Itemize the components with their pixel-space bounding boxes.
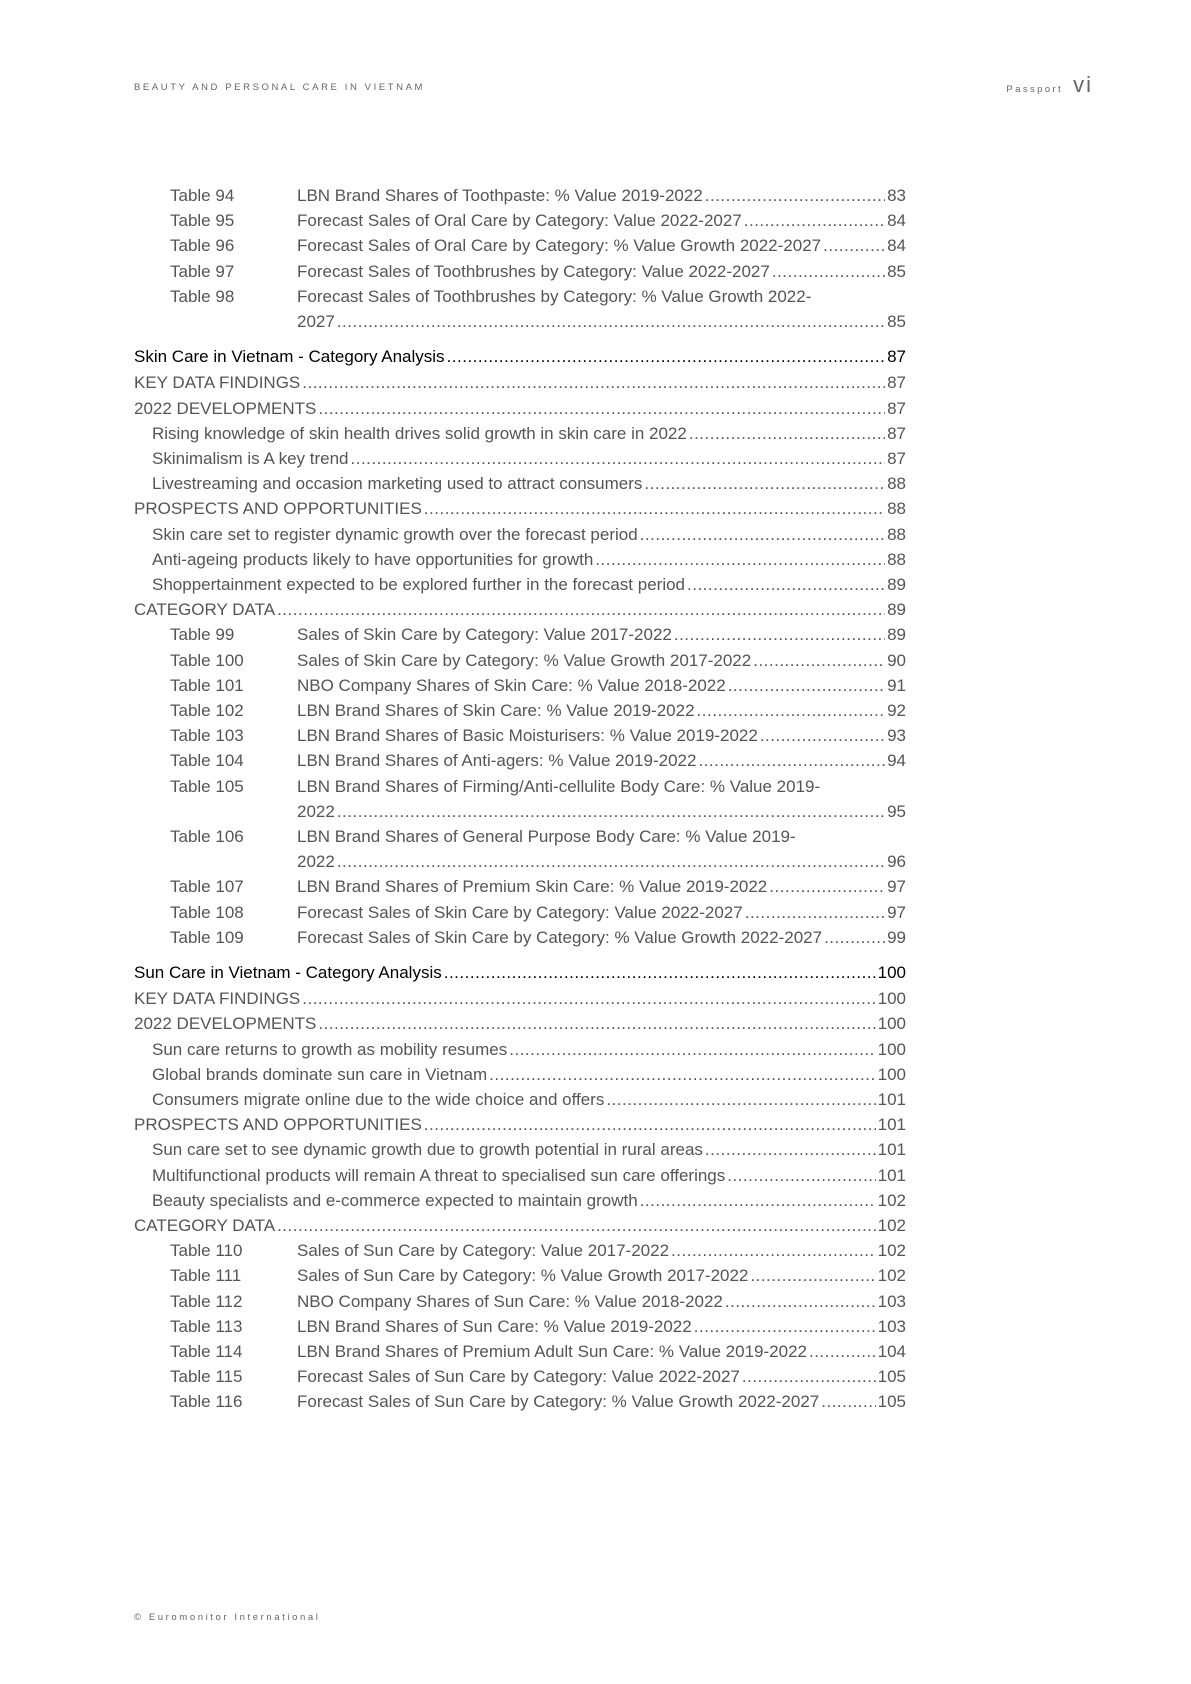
toc-entry-topic[interactable] [152, 474, 906, 494]
dot-leader [640, 525, 885, 545]
page-ref: 85 [887, 261, 906, 281]
toc-entry-table[interactable] [297, 877, 906, 897]
passport-label: Passport [1006, 84, 1064, 95]
page-ref: 105 [877, 1392, 906, 1412]
table-label: Table 102 [170, 701, 244, 720]
toc-entry-subsection[interactable] [134, 1216, 906, 1236]
toc-entry-title: Anti-ageing products likely to have opportunities for growth [152, 549, 594, 569]
toc-entry-subsection[interactable] [134, 373, 906, 393]
toc-entry-title: Sun care set to see dynamic growth due to growth potential in rural areas [152, 1140, 703, 1160]
page-ref: 83 [887, 186, 906, 205]
toc-entry-topic[interactable] [152, 1140, 906, 1160]
toc-entry-table[interactable] [297, 1367, 906, 1387]
toc-entry-title: Multifunctional products will remain A threat to specialised sun care offerings [152, 1165, 726, 1185]
page-ref: 102 [877, 1241, 906, 1261]
toc-entry-title: Sales of Sun Care by Category: % Value Growth 2017-2022 [297, 1266, 749, 1286]
toc-entry-title: LBN Brand Shares of Premium Adult Sun Care: % Value 2019-2022 [297, 1342, 807, 1361]
toc-entry-topic[interactable] [152, 1090, 906, 1110]
toc-entry-subsection[interactable] [134, 1115, 906, 1135]
page-ref: 100 [877, 989, 906, 1009]
page-ref: 87 [887, 423, 906, 443]
toc-entry-title: Skin care set to register dynamic growth over the forecast period [152, 524, 638, 544]
toc-entry-title: Sales of Sun Care by Category: Value 2017-2022 [297, 1241, 670, 1261]
toc-entry-subsection[interactable] [134, 399, 906, 419]
table-label: Table 110 [170, 1241, 243, 1261]
toc-entry-table[interactable] [297, 802, 906, 822]
toc-entry-table[interactable] [297, 751, 906, 771]
toc-entry-title: Rising knowledge of skin health drives solid growth in skin care in 2022 [152, 423, 687, 443]
toc-entry-title: Forecast Sales of Oral Care by Category: % Value Growth 2022-2027 [297, 236, 822, 256]
toc-entry-table[interactable] [297, 236, 906, 256]
toc-entry-title: 2027 [297, 312, 335, 331]
toc-entry-title: Sun care returns to growth as mobility resumes [152, 1039, 508, 1059]
dot-leader [824, 928, 885, 948]
dot-leader [447, 347, 886, 367]
page-ref: 88 [887, 524, 906, 544]
dot-leader [750, 1266, 875, 1286]
toc-entry-title: Sun Care in Vietnam - Category Analysis [134, 963, 442, 982]
page-ref: 100 [877, 1014, 906, 1034]
dot-leader [671, 1241, 876, 1261]
dot-leader [277, 1216, 876, 1236]
toc-entry-table[interactable] [297, 1266, 906, 1286]
page-ref: 84 [887, 211, 906, 231]
toc-entry-topic[interactable] [152, 1166, 906, 1186]
toc-entry-table[interactable] [297, 262, 906, 282]
table-label: Table 105 [170, 776, 244, 796]
dot-leader [772, 262, 885, 282]
toc-entry-title: PROSPECTS AND OPPORTUNITIES [134, 1115, 422, 1135]
toc-entry-title: LBN Brand Shares of Premium Skin Care: % Value 2019-2022 [297, 877, 768, 897]
toc-entry-topic[interactable] [152, 424, 906, 444]
table-label: Table 108 [170, 902, 244, 922]
table-label: Table 104 [170, 751, 244, 771]
dot-leader [705, 186, 885, 206]
toc-entry-title: LBN Brand Shares of Basic Moisturisers: % Value 2019-2022 [297, 726, 758, 746]
dot-leader [744, 211, 885, 231]
toc-entry-table[interactable] [297, 1392, 906, 1412]
dot-leader [509, 1040, 875, 1060]
toc-entry-subsection[interactable] [134, 499, 906, 519]
toc-entry-title-line1: LBN Brand Shares of General Purpose Body Care: % Value 2019- [297, 827, 796, 846]
dot-leader [302, 373, 885, 393]
page-ref: 89 [887, 625, 906, 645]
toc-entry-title: Livestreaming and occasion marketing used to attract consumers [152, 474, 643, 494]
copyright-footer: © Euromonitor International [134, 1612, 321, 1623]
page-ref: 87 [887, 347, 906, 367]
page-ref: 87 [887, 449, 906, 468]
dot-leader [769, 877, 885, 897]
dot-leader [689, 424, 885, 444]
dot-leader [318, 1014, 875, 1034]
toc-entry-title: LBN Brand Shares of Anti-agers: % Value 2019-2022 [297, 751, 697, 771]
toc-entry-title: NBO Company Shares of Skin Care: % Value 2018-2022 [297, 675, 726, 695]
toc-entry-title: Global brands dominate sun care in Vietnam [152, 1064, 488, 1084]
toc-entry-title: Sales of Skin Care by Category: % Value Growth 2017-2022 [297, 650, 752, 670]
toc-entry-title: Forecast Sales of Sun Care by Category: % Value Growth 2022-2027 [297, 1392, 820, 1412]
dot-leader [489, 1065, 875, 1085]
toc-entry-subsection[interactable] [134, 600, 906, 620]
table-label: Table 94 [170, 186, 235, 205]
table-label: Table 98 [170, 286, 235, 306]
toc-entry-title: Skin Care in Vietnam - Category Analysis [134, 347, 445, 367]
toc-entry-title: 2022 DEVELOPMENTS [134, 1014, 317, 1034]
page-ref: 103 [877, 1316, 906, 1336]
toc-entry-title: KEY DATA FINDINGS [134, 989, 301, 1009]
toc-entry-table[interactable] [297, 852, 906, 872]
toc-entry-title-line1: LBN Brand Shares of Firming/Anti-cellulite Body Care: % Value 2019- [297, 776, 821, 796]
toc-entry-title: KEY DATA FINDINGS [134, 373, 301, 393]
table-label: Table 114 [170, 1342, 243, 1361]
toc-entry-title: Forecast Sales of Oral Care by Category: Value 2022-2027 [297, 211, 742, 231]
toc-entry-table[interactable] [297, 928, 906, 948]
dot-leader [318, 399, 885, 419]
dot-leader [337, 802, 885, 822]
dot-leader [760, 726, 885, 746]
dot-leader [351, 449, 886, 469]
page-ref: 105 [877, 1367, 906, 1387]
dot-leader [821, 1392, 875, 1412]
toc-entry-table[interactable] [297, 1317, 906, 1337]
toc-entry-title: LBN Brand Shares of Skin Care: % Value 2019-2022 [297, 701, 695, 720]
table-label: Table 101 [170, 675, 244, 695]
toc-entry-table[interactable] [297, 726, 906, 746]
page-ref: 89 [887, 575, 906, 594]
page-ref: 97 [887, 877, 906, 897]
page-ref: 93 [887, 726, 906, 746]
dot-leader [823, 236, 885, 256]
table-label: Table 96 [170, 236, 235, 256]
toc-entry-table[interactable] [297, 1241, 906, 1261]
page-ref: 97 [887, 902, 906, 922]
toc-entry-topic[interactable] [152, 1040, 906, 1060]
dot-leader [337, 852, 885, 872]
toc-entry-title: Beauty specialists and e-commerce expected to maintain growth [152, 1190, 638, 1210]
toc-entry-table[interactable] [297, 186, 906, 206]
toc-entry-title-line1: Forecast Sales of Toothbrushes by Category: % Value Growth 2022- [297, 286, 812, 306]
toc-entry-topic[interactable] [152, 550, 906, 570]
toc-entry-table[interactable] [297, 1292, 906, 1312]
page-ref: 102 [877, 1190, 906, 1210]
dot-leader [753, 651, 885, 671]
table-label: Table 97 [170, 261, 235, 281]
toc-entry-topic[interactable] [152, 449, 906, 469]
toc-entry-title: Skinimalism is A key trend [152, 449, 349, 468]
page-ref: 101 [877, 1115, 906, 1135]
page-ref: 84 [887, 236, 906, 256]
page-ref: 101 [877, 1165, 906, 1185]
dot-leader [697, 701, 886, 721]
table-label: Table 95 [170, 211, 235, 231]
dot-leader [705, 1140, 876, 1160]
table-label: Table 103 [170, 726, 244, 746]
toc-entry-topic[interactable] [152, 575, 906, 595]
toc-entry-title: PROSPECTS AND OPPORTUNITIES [134, 499, 422, 519]
page-ref: 95 [887, 801, 906, 821]
dot-leader [725, 1292, 876, 1312]
table-label: Table 109 [170, 927, 244, 947]
table-label: Table 107 [170, 877, 244, 897]
page-ref: 99 [887, 927, 906, 947]
toc-entry-table[interactable] [297, 676, 906, 696]
dot-leader [745, 903, 885, 923]
page-ref: 88 [887, 499, 906, 519]
page-ref: 100 [877, 1064, 906, 1084]
page-ref: 100 [877, 1039, 906, 1059]
dot-leader [674, 625, 885, 645]
toc-entry-title: 2022 [297, 801, 335, 821]
toc-entry-section[interactable] [134, 347, 906, 367]
toc-entry-table[interactable] [297, 1342, 906, 1362]
page-ref: 88 [887, 549, 906, 569]
toc-entry-table[interactable] [297, 211, 906, 231]
toc-entry-title: CATEGORY DATA [134, 600, 276, 620]
dot-leader [727, 1166, 875, 1186]
page-ref: 87 [887, 373, 906, 393]
dot-leader [687, 575, 885, 595]
toc-entry-subsection[interactable] [134, 989, 906, 1009]
page-header-right [1006, 72, 1093, 98]
table-label: Table 100 [170, 650, 244, 670]
toc-entry-title: CATEGORY DATA [134, 1216, 276, 1235]
toc-entry-table[interactable] [297, 625, 906, 645]
toc-entry-title: Forecast Sales of Toothbrushes by Category: Value 2022-2027 [297, 261, 770, 281]
toc-entry-title: Sales of Skin Care by Category: Value 2017-2022 [297, 625, 672, 645]
dot-leader [277, 600, 885, 620]
page-ref: 91 [887, 675, 906, 695]
toc-entry-title: 2022 [297, 852, 335, 872]
toc-entry-title: LBN Brand Shares of Toothpaste: % Value 2019-2022 [297, 186, 703, 205]
page-ref: 101 [877, 1090, 906, 1109]
toc-entry-title: Forecast Sales of Skin Care by Category: Value 2022-2027 [297, 902, 743, 922]
page-ref: 104 [877, 1342, 906, 1361]
dot-leader [424, 1115, 876, 1135]
dot-leader [728, 676, 885, 696]
page-ref: 87 [887, 398, 906, 418]
toc-entry-title: NBO Company Shares of Sun Care: % Value 2018-2022 [297, 1291, 723, 1311]
toc-entry-table[interactable] [297, 312, 906, 332]
page-ref: 92 [887, 701, 906, 720]
toc-entry-table[interactable] [297, 701, 906, 721]
page-ref: 103 [877, 1291, 906, 1311]
dot-leader [606, 1090, 875, 1110]
dot-leader [644, 474, 885, 494]
page-ref: 100 [877, 963, 906, 982]
dot-leader [640, 1191, 876, 1211]
report-title: BEAUTY AND PERSONAL CARE IN VIETNAM [134, 82, 426, 93]
toc-entry-table[interactable] [297, 903, 906, 923]
page-ref: 102 [877, 1216, 906, 1235]
dot-leader [302, 989, 875, 1009]
table-label: Table 116 [170, 1392, 243, 1412]
dot-leader [742, 1367, 876, 1387]
table-label: Table 115 [170, 1367, 243, 1387]
table-label: Table 111 [170, 1266, 242, 1286]
toc-entry-topic[interactable] [152, 525, 906, 545]
toc-entry-title: Shoppertainment expected to be explored further in the forecast period [152, 575, 686, 594]
dot-leader [444, 963, 876, 983]
page-number: vi [1073, 72, 1093, 97]
page-ref: 88 [887, 474, 906, 494]
toc-entry-title: LBN Brand Shares of Sun Care: % Value 2019-2022 [297, 1316, 692, 1336]
toc-entry-topic[interactable] [152, 1065, 906, 1085]
dot-leader [694, 1317, 876, 1337]
page-ref: 96 [887, 852, 906, 872]
toc-entry-topic[interactable] [152, 1191, 906, 1211]
toc-entry-title: Forecast Sales of Skin Care by Category: % Value Growth 2022-2027 [297, 927, 823, 947]
dot-leader [698, 751, 885, 771]
toc-entry-title: 2022 DEVELOPMENTS [134, 398, 317, 418]
toc-entry-section[interactable] [134, 963, 906, 983]
dot-leader [809, 1342, 876, 1362]
table-label: Table 106 [170, 827, 244, 846]
table-label: Table 99 [170, 625, 235, 645]
table-label: Table 113 [170, 1316, 243, 1336]
dot-leader [595, 550, 885, 570]
toc-entry-title: Forecast Sales of Sun Care by Category: Value 2022-2027 [297, 1367, 740, 1387]
toc-entry-table[interactable] [297, 651, 906, 671]
table-label: Table 112 [170, 1291, 243, 1311]
page-ref: 94 [887, 751, 906, 771]
page-ref: 90 [887, 650, 906, 670]
page-ref: 85 [887, 312, 906, 331]
toc-entry-subsection[interactable] [134, 1014, 906, 1034]
toc-entry-title: Consumers migrate online due to the wide choice and offers [152, 1090, 605, 1109]
page-ref: 101 [877, 1140, 906, 1160]
dot-leader [424, 499, 885, 519]
page-ref: 102 [877, 1266, 906, 1286]
page-ref: 89 [887, 600, 906, 620]
dot-leader [337, 312, 885, 332]
